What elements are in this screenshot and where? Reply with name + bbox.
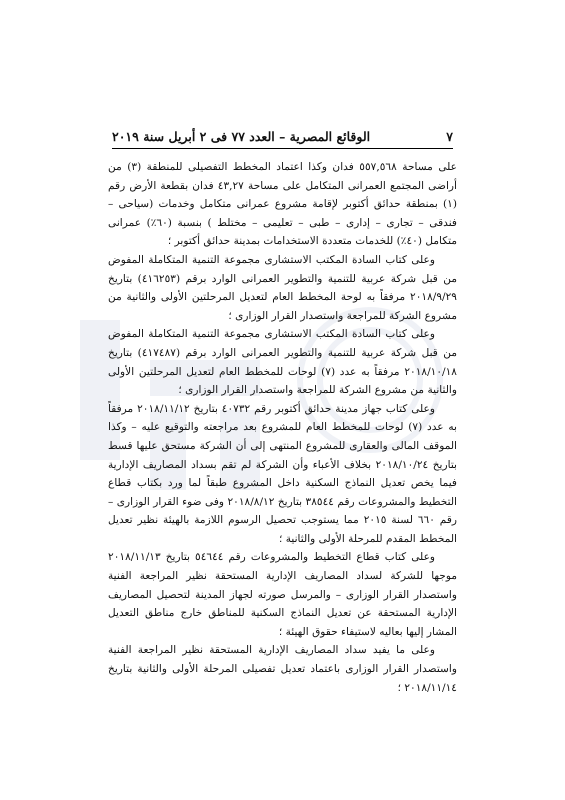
document-body (108, 158, 457, 697)
gazette-title: الوقائع المصرية – العدد ٧٧ فى ٢ أبريل سنة ٢٠١٩ (112, 129, 371, 144)
paragraph-5: وعلى كتاب قطاع التخطيط والمشروعات رقم ٥٤٦٤٤ بتاريخ ٢٠١٨/١١/١٣ موجها للشركة لسداد المصاريف الإدارية المستحقة نظير المراجعة الفنية واستصدار القرار الوزارى – والمرسل صورته لجهاز المدينة لتحصيل المصاريف الإدارية المستحقة عن تعديل النماذج السكنية للمناطق خارج مناطق التعديل المشار إليها بعاليه لاستيفاء حقوق الهيئة ؛ (108, 551, 457, 638)
paragraph-4: وعلى كتاب جهاز مدينة حدائق أكتوبر رقم ٤٠٧٣٢ بتاريخ ٢٠١٨/١١/١٢ مرفقاً به عدد (٧) لوحات للمخطط العام للمشروع بعد مراجعته والتوقيع عليه – وكذا الموقف المالى والعقارى للمشروع المنتهى إلى أن الشركة مستحق عليها قسط بتاريخ ٢٠١٨/١٠/٢٤ بخلاف الأعباء وأن الشركة لم تقم بسداد المصاريف الإدارية فيما يخص تعديل النماذج السكنية داخل المشروع طبقاً لما ورد بكتاب قطاع التخطيط والمشروعات رقم ٣٨٥٤٤ بتاريخ ٢٠١٨/٨/١٢ وفى ضوء القرار الوزارى – رقم ٦٦٠ لسنة ٢٠١٥ مما يستوجب تحصيل الرسوم اللازمة بالهيئة نظير تعديل المخطط المقدم للمرحلة الأولى والثانية ؛ (108, 402, 458, 545)
paragraph-6: وعلى ما يفيد سداد المصاريف الإدارية المستحقة نظير المراجعة الفنية واستصدار القرار الوزارى باعتماد تعديل تفصيلى المرحلة الأولى والثانية بتاريخ ٢٠١٨/١١/١٤ ؛ (108, 644, 457, 694)
paragraph-3: وعلى كتاب السادة المكتب الاستشارى مجموعة التنمية المتكاملة المفوض من قبل شركة عربية للتنمية والتطوير العمرانى الوارد برقم (٤١٧٤٨٧) بتاريخ ٢٠١٨/١٠/١٨ مرفقاً به عدد (٧) لوحات للمخطط العام لتعديل المرحلتين الأولى والثانية من مشروع الشركة للمراجعة واستصدار القرار الوزارى ؛ (108, 328, 457, 397)
paragraph-1: على مساحة ٥٥٧,٥٦٨ فدان وكذا اعتماد المخطط التفصيلى للمنطقة (٣) من أراضى المجتمع العمرانى المتكامل على مساحة ٤٣,٢٧ فدان بقطعة الأرض رقم (١) بمنطقة حدائق أكتوبر لإقامة مشروع عمرانى متكامل وخدمات (سياحى – فندقى – تجارى – إدارى – طبى – تعليمى – مختلط ) بنسبة (٦٠٪) عمرانى متكامل (٤٠٪) للخدمات متعددة الاستخدامات بمدينة حدائق أكتوبر ؛ (108, 161, 457, 248)
page-header (112, 126, 453, 149)
paragraph-2: وعلى كتاب السادة المكتب الاستشارى مجموعة التنمية المتكاملة المفوض من قبل شركة عربية للتنمية والتطوير العمرانى الوارد برقم (٤١٦٢٥٣) بتاريخ ٢٠١٨/٩/٢٩ مرفقاً به لوحة المخطط العام لتعديل المرحلتين الأولى والثانية من مشروع الشركة للمراجعة واستصدار القرار الوزارى ؛ (108, 253, 457, 322)
page-number: ٧ (446, 129, 453, 144)
